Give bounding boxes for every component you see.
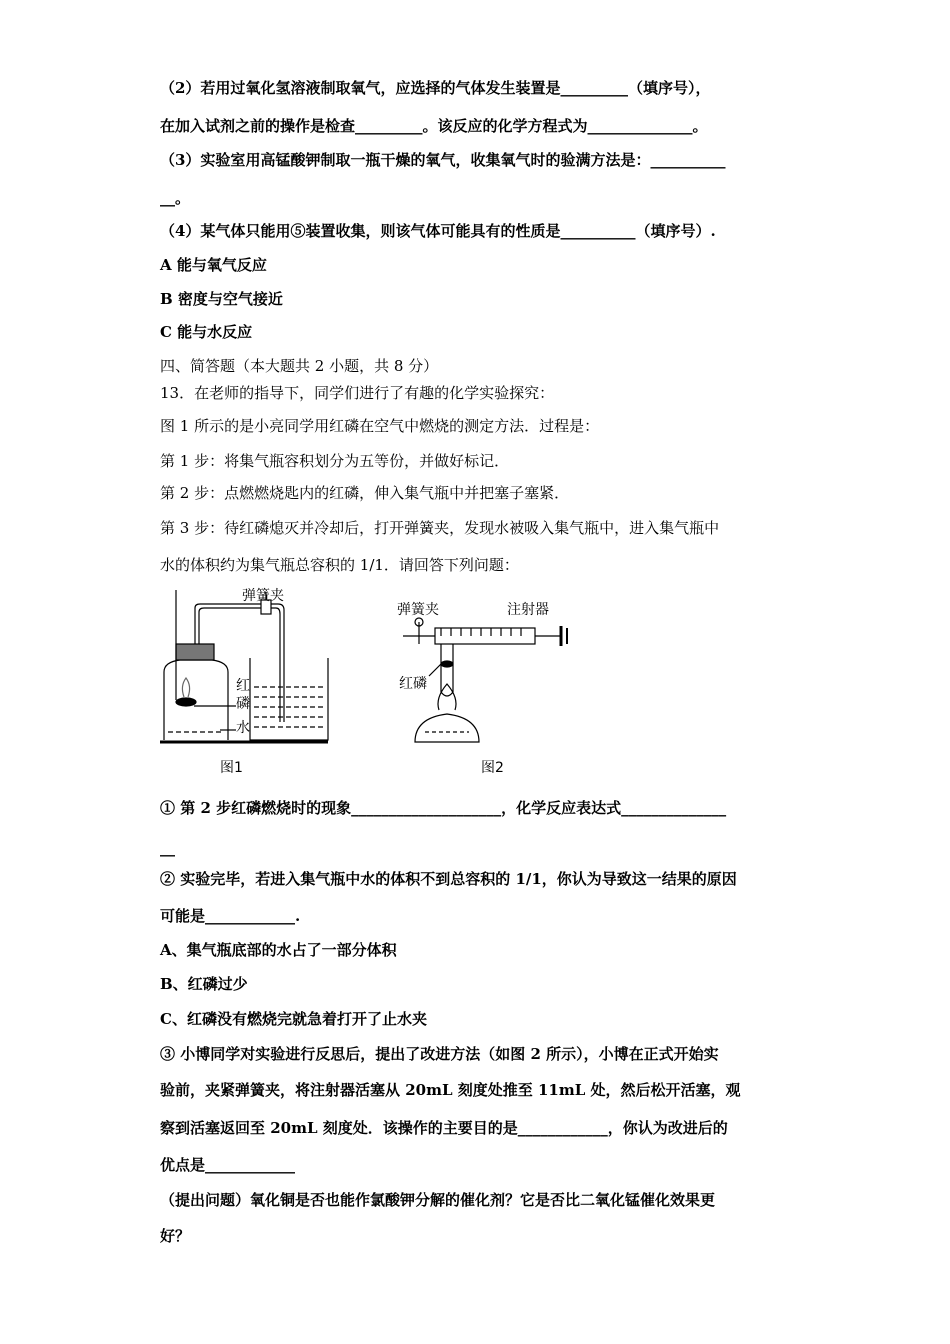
option-a: A、集气瓶底部的水占了一部分体积: [160, 941, 397, 959]
text-line: （3）实验室用高锰酸钾制取一瓶干燥的氧气，收集氧气时的验满方法是：__________: [160, 151, 726, 169]
text-line: （2）若用过氧化氢溶液制取氧气，应选择的气体发生装置是_________（填序号），: [160, 79, 711, 97]
text-line: __: [160, 839, 175, 857]
option-b: B、红磷过少: [160, 975, 248, 993]
phosphorus-label: 红: [236, 678, 250, 694]
option-a: A 能与氧气反应: [160, 256, 267, 274]
figure-2-caption: 图2: [481, 760, 504, 776]
clamp-label: 弹簧夹: [397, 602, 439, 618]
text-line: 优点是____________: [160, 1156, 296, 1174]
option-c: C 能与水反应: [160, 323, 253, 341]
sub-question-2: ② 实验完毕，若进入集气瓶中水的体积不到总容积的 1/1，你认为导致这一结果的原因: [160, 870, 737, 888]
text-line: __。: [160, 189, 191, 207]
sub-question-3: ③ 小博同学对实验进行反思后，提出了改进方法（如图 2 所示），小博在正式开始实: [160, 1045, 719, 1063]
text-line: 在加入试剂之前的操作是检查_________。该反应的化学方程式为______________。: [160, 117, 708, 135]
option-b: B 密度与空气接近: [160, 290, 283, 308]
section-heading: 四、简答题（本大题共 2 小题，共 8 分）: [160, 357, 439, 375]
figure-2: [395, 592, 585, 782]
step-3: 第 3 步：待红磷熄灭并冷却后，打开弹簧夹，发现水被吸入集气瓶中，进入集气瓶中: [160, 519, 720, 537]
text-line: （提出问题）氧化铜是否也能作氯酸钾分解的催化剂？它是否比二氧化锰催化效果更: [160, 1191, 716, 1209]
water-label: 水: [236, 720, 250, 736]
figure-1-caption: 图1: [220, 760, 243, 776]
text-line: （4）某气体只能用⑤装置收集，则该气体可能具有的性质是__________（填序号）.: [160, 222, 716, 240]
sub-question-1: ① 第 2 步红磷燃烧时的现象____________________，化学反应表达式______________: [160, 799, 727, 817]
clamp-label: 弹簧夹: [242, 588, 284, 604]
text-line: 验前，夹紧弹簧夹，将注射器活塞从 20mL 刻度处推至 11mL 处，然后松开活塞，观: [160, 1081, 741, 1099]
text-line: 图 1 所示的是小亮同学用红磷在空气中燃烧的测定方法．过程是：: [160, 417, 600, 435]
text-line: 13．在老师的指导下，同学们进行了有趣的化学实验探究：: [160, 384, 555, 402]
step-2: 第 2 步：点燃燃烧匙内的红磷，伸入集气瓶中并把塞子塞紧．: [160, 484, 570, 502]
option-c: C、红磷没有燃烧完就急着打开了止水夹: [160, 1010, 427, 1028]
step-1: 第 1 步：将集气瓶容积划分为五等份，并做好标记．: [160, 452, 510, 470]
phosphorus-label: 红磷: [399, 676, 427, 692]
text-line: 可能是____________.: [160, 907, 301, 925]
phosphorus-label: 磷: [236, 696, 250, 712]
text-line: 好？: [160, 1227, 191, 1245]
figure-1: [150, 582, 340, 782]
syringe-label: 注射器: [507, 602, 549, 618]
text-line: 水的体积约为集气瓶总容积的 1/1．请回答下列问题：: [160, 556, 519, 574]
text-line: 察到活塞返回至 20mL 刻度处．该操作的主要目的是____________，你认为改进后的: [160, 1119, 728, 1137]
